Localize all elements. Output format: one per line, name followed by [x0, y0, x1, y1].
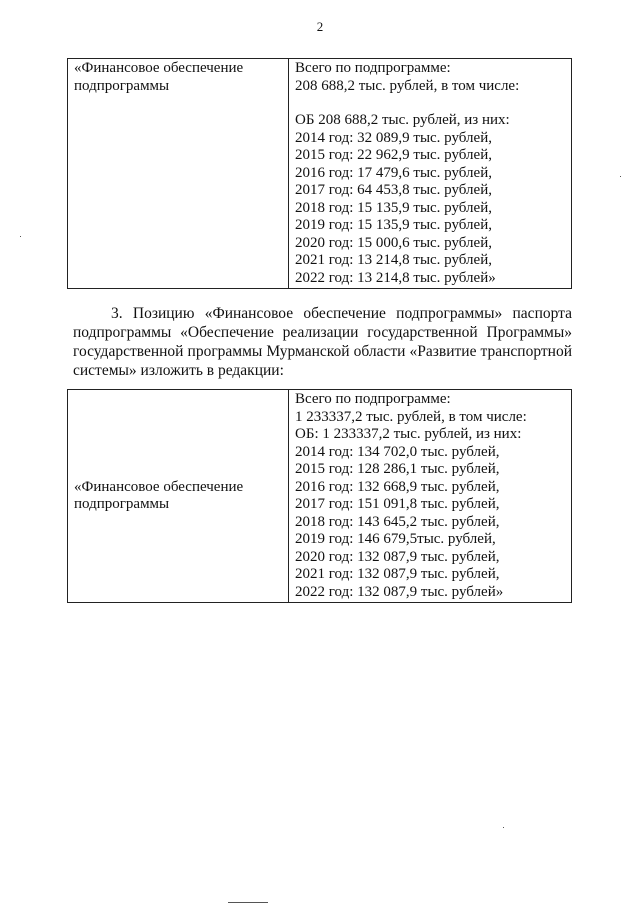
spacer [295, 95, 565, 112]
paragraph-line: 3. Позицию «Финансовое обеспечение подпрограммы» паспорта [111, 305, 572, 322]
year-line-2022: 2022 год: 132 087,9 тыс. рублей» [295, 583, 504, 600]
year-line-2015: 2015 год: 22 962,9 тыс. рублей, [295, 147, 492, 163]
row-label-cell [68, 59, 289, 289]
year-line-2017: 2017 год: 64 453,8 тыс. рублей, [295, 182, 492, 198]
row-value-cell [289, 59, 572, 289]
table-row [68, 390, 572, 603]
paragraph-line: системы» изложить в редакции: [73, 362, 284, 379]
ob-line: ОБ: 1 233337,2 тыс. рублей, из них: [295, 426, 522, 442]
year-line-2022: 2022 год: 13 214,8 тыс. рублей» [295, 269, 496, 286]
year-line-2016: 2016 год: 132 668,9 тыс. рублей, [295, 478, 500, 495]
financing-table-current [67, 58, 572, 289]
row-value-cell [289, 390, 572, 603]
row-label-cell [68, 390, 289, 603]
footer-rule [228, 902, 268, 903]
year-line-2020: 2020 год: 15 000,6 тыс. рублей, [295, 234, 492, 251]
scan-speck [620, 176, 621, 177]
year-line-2014: 2014 год: 32 089,9 тыс. рублей, [295, 129, 492, 146]
year-line-2020: 2020 год: 132 087,9 тыс. рублей, [295, 548, 500, 565]
year-line-2018: 2018 год: 143 645,2 тыс. рублей, [295, 513, 500, 530]
scan-speck [503, 827, 504, 828]
paragraph-line: подпрограммы «Обеспечение реализации государственной Программы» [73, 324, 572, 341]
scan-speck [20, 236, 21, 237]
year-line-2021: 2021 год: 13 214,8 тыс. рублей, [295, 252, 492, 268]
row-label: «Финансовое обеспечение подпрограммы [74, 60, 244, 94]
year-line-2021: 2021 год: 132 087,9 тыс. рублей, [295, 566, 500, 582]
year-line-2019: 2019 год: 15 135,9 тыс. рублей, [295, 217, 492, 233]
year-line-2017: 2017 год: 151 091,8 тыс. рублей, [295, 496, 500, 512]
page-number: 2 [316, 19, 324, 34]
ob-line: ОБ 208 688,2 тыс. рублей, из них: [295, 112, 510, 128]
financing-table-new [67, 389, 572, 603]
table-row [68, 59, 572, 289]
paragraph-line: государственной программы Мурманской области «Развитие транспортной [73, 343, 572, 360]
year-line-2016: 2016 год: 17 479,6 тыс. рублей, [295, 164, 492, 181]
year-line-2015: 2015 год: 128 286,1 тыс. рублей, [295, 461, 500, 477]
total-title: Всего по подпрограмме: [295, 60, 451, 76]
year-line-2014: 2014 год: 134 702,0 тыс. рублей, [295, 443, 500, 460]
amendment-paragraph [73, 304, 572, 380]
row-label: «Финансовое обеспечение подпрограммы [74, 478, 244, 512]
year-line-2018: 2018 год: 15 135,9 тыс. рублей, [295, 199, 492, 216]
year-line-2019: 2019 год: 146 679,5тыс. рублей, [295, 531, 496, 547]
total-title: Всего по подпрограмме: [295, 391, 451, 407]
total-value: 208 688,2 тыс. рублей, в том числе: [295, 77, 520, 94]
total-value: 1 233337,2 тыс. рублей, в том числе: [295, 408, 527, 425]
